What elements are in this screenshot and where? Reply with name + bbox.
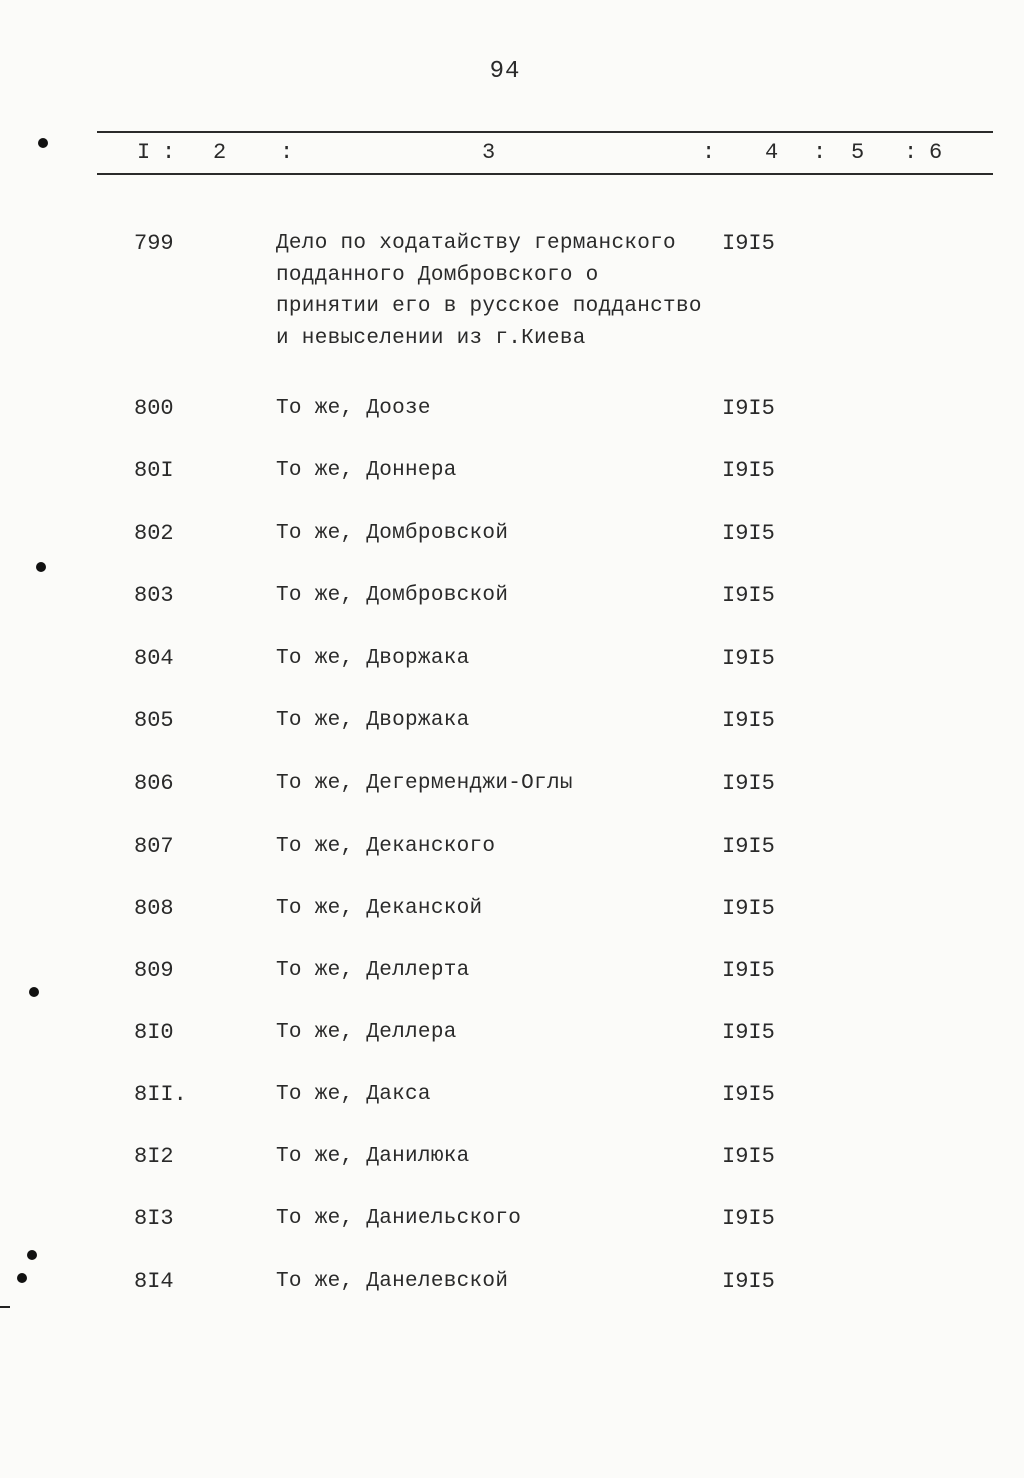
- item-year: I9I5: [722, 958, 775, 983]
- item-year: I9I5: [722, 834, 775, 859]
- item-year: I9I5: [722, 521, 775, 546]
- item-description: Дело по ходатайству германского подданного Домбровского о принятии его в русское подданство и невыселении из г.Киева: [276, 232, 702, 350]
- item-description: То же, Домбровской: [276, 522, 509, 545]
- item-number: 802: [134, 521, 174, 546]
- item-description: То же, Доозе: [276, 397, 431, 420]
- item-number: 80I: [134, 458, 174, 483]
- item-description: То же, Деллера: [276, 1021, 457, 1044]
- column-separator: :: [162, 140, 176, 165]
- item-year: I9I5: [722, 771, 775, 796]
- column-4-header: 4: [765, 140, 779, 165]
- item-number: 809: [134, 958, 174, 983]
- item-description: То же, Данелевской: [276, 1270, 509, 1293]
- item-year: I9I5: [722, 458, 775, 483]
- item-number: 808: [134, 896, 174, 921]
- item-number: 803: [134, 583, 174, 608]
- column-3-header: 3: [482, 140, 496, 165]
- item-description: То же, Доннера: [276, 459, 457, 482]
- column-separator: :: [280, 140, 294, 165]
- item-number: 799: [134, 231, 174, 256]
- item-description: То же, Дворжака: [276, 709, 470, 732]
- item-year: I9I5: [722, 1269, 775, 1294]
- item-year: I9I5: [722, 708, 775, 733]
- item-number: 8I2: [134, 1144, 174, 1169]
- item-year: I9I5: [722, 396, 775, 421]
- item-number: 8II.: [134, 1082, 187, 1107]
- item-description: То же, Домбровской: [276, 584, 509, 607]
- item-description: То же, Дегерменджи-Оглы: [276, 772, 573, 795]
- column-separator: :: [813, 140, 827, 165]
- item-number: 8I4: [134, 1269, 174, 1294]
- item-description: То же, Дакса: [276, 1083, 431, 1106]
- column-5-header: 5: [851, 140, 865, 165]
- header-bottom-rule: [97, 173, 993, 175]
- column-6-header: 6: [929, 140, 943, 165]
- column-separator: :: [702, 140, 716, 165]
- item-number: 8I0: [134, 1020, 174, 1045]
- item-number: 800: [134, 396, 174, 421]
- item-number: 805: [134, 708, 174, 733]
- item-year: I9I5: [722, 583, 775, 608]
- column-2-header: 2: [213, 140, 227, 165]
- item-year: I9I5: [722, 1020, 775, 1045]
- item-description: То же, Дворжака: [276, 647, 470, 670]
- punch-hole-mark: [17, 1273, 27, 1283]
- item-description: То же, Деллерта: [276, 959, 470, 982]
- item-year: I9I5: [722, 896, 775, 921]
- item-description: То же, Данилюка: [276, 1145, 470, 1168]
- column-separator: :: [904, 140, 918, 165]
- item-description: То же, Деканского: [276, 835, 496, 858]
- punch-hole-mark: [36, 562, 46, 572]
- item-year: I9I5: [722, 1144, 775, 1169]
- item-number: 807: [134, 834, 174, 859]
- item-number: 8I3: [134, 1206, 174, 1231]
- item-description: То же, Даниельского: [276, 1207, 522, 1230]
- column-1-header: I: [137, 140, 151, 165]
- item-number: 804: [134, 646, 174, 671]
- item-year: I9I5: [722, 1206, 775, 1231]
- punch-hole-mark: [27, 1250, 37, 1260]
- item-year: I9I5: [722, 646, 775, 671]
- margin-mark: [0, 1306, 10, 1308]
- item-number: 806: [134, 771, 174, 796]
- punch-hole-mark: [38, 138, 48, 148]
- item-year: I9I5: [722, 231, 775, 256]
- page-number: 94: [489, 58, 521, 85]
- item-year: I9I5: [722, 1082, 775, 1107]
- punch-hole-mark: [29, 987, 39, 997]
- item-description: То же, Деканской: [276, 897, 483, 920]
- header-top-rule: [97, 131, 993, 133]
